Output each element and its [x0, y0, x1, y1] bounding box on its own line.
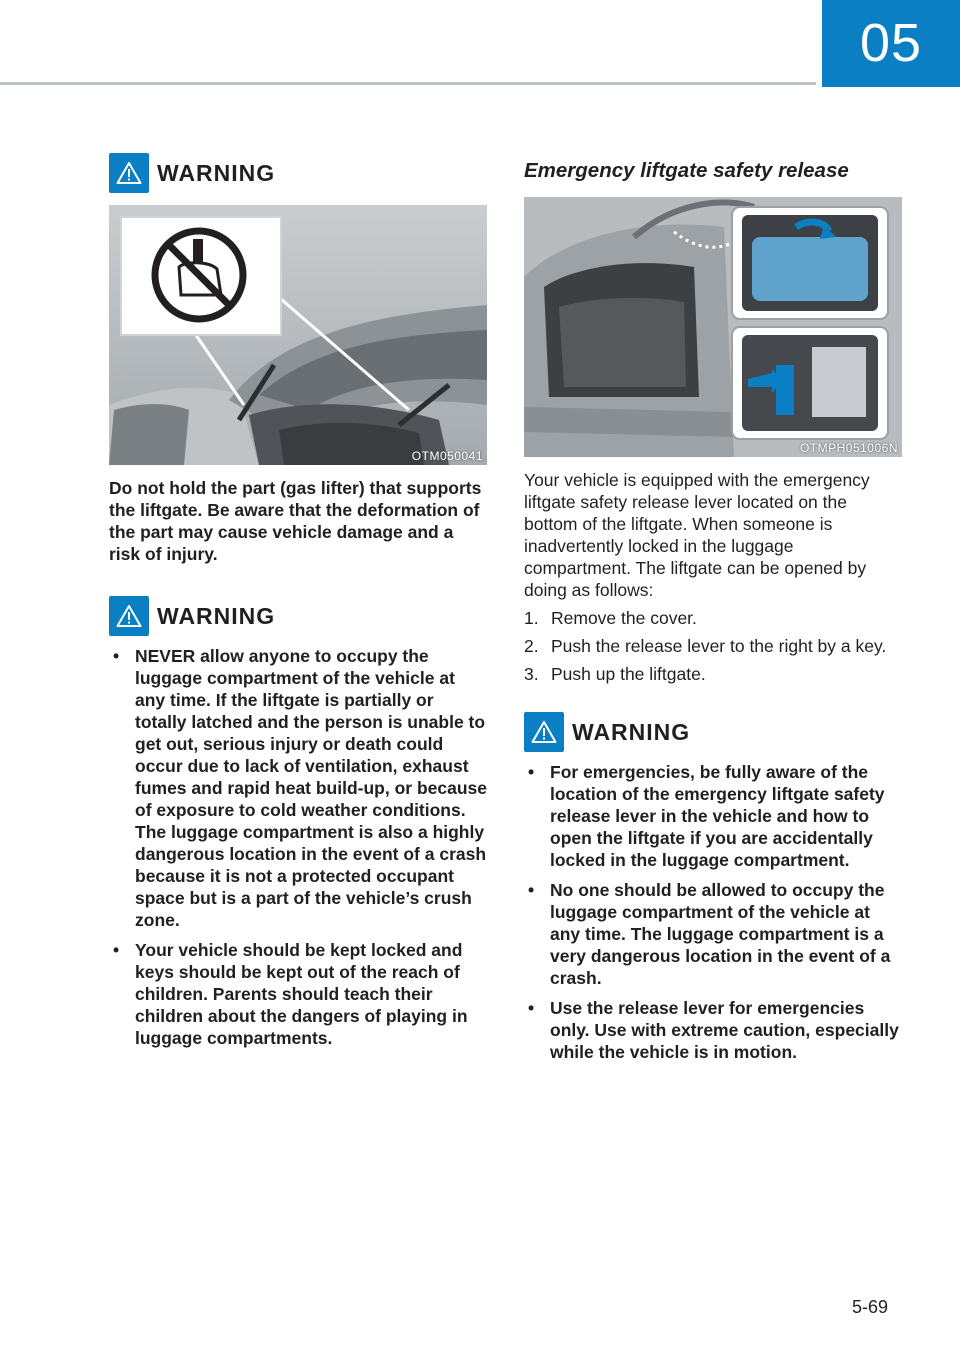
warning-header-2	[109, 593, 489, 639]
warning-title: WARNING	[572, 718, 691, 745]
step-number: 3.	[524, 664, 539, 684]
warning-list-3	[524, 761, 904, 1063]
page-number: 5-69	[852, 1297, 889, 1317]
warning-item: • Your vehicle should be kept locked and keys should be kept out of the reach of children. Parents should teach their children about the dangers of playing in luggage compartments.	[109, 939, 489, 1049]
figure-code: OTMPH051006N	[799, 441, 898, 455]
warning-header-1	[109, 150, 489, 196]
step-item	[524, 635, 904, 657]
step-item	[524, 607, 904, 629]
left-column	[109, 150, 489, 1057]
section-title: Emergency liftgate safety release	[524, 159, 849, 182]
step-text: Remove the cover.	[551, 608, 697, 628]
emergency-release-illustration	[524, 197, 902, 457]
warning-triangle-icon	[524, 712, 564, 752]
right-column	[524, 150, 904, 1071]
warning-item: • Use the release lever for emergencies only. Use with extreme caution, especially while the vehicle is in motion.	[524, 997, 904, 1063]
warning-title: WARNING	[157, 602, 276, 629]
warning-text: Do not hold the part (gas lifter) that supports the liftgate. Be aware that the deformation of the part may cause vehicle damage and a risk of injury.	[109, 478, 482, 564]
steps-list	[524, 607, 904, 685]
step-item	[524, 663, 904, 685]
warning-triangle-icon	[109, 153, 149, 193]
step-text: Push up the liftgate.	[551, 664, 706, 684]
warning-list-2	[109, 645, 489, 1049]
figure-code: OTM050041	[411, 449, 483, 463]
warning-header-3	[524, 709, 904, 755]
warning-item: • No one should be allowed to occupy the luggage compartment of the vehicle at any time. The luggage compartment is a very dangerous location in the event of a crash.	[524, 879, 904, 989]
step-number: 2.	[524, 636, 539, 656]
intro-text: Your vehicle is equipped with the emergency liftgate safety release lever located on the bottom of the liftgate. When someone is inadvertently locked in the luggage compartment. The liftgate can be opened by doing as follows:	[524, 470, 870, 600]
warning-triangle-icon	[109, 596, 149, 636]
warning-item: • NEVER allow anyone to occupy the luggage compartment of the vehicle at any time. If the liftgate is partially or totally latched and the person is unable to get out, serious injury or death could occur due to lack of ventilation, exhaust fumes and rapid heat build-up, or because of exposure to cold weather conditions. The luggage compartment is also a highly dangerous location in the event of a crash because it is not a protected occupant space but is a part of the vehicle’s crush zone.	[109, 645, 489, 931]
gas-lifter-illustration	[109, 205, 487, 465]
warning-item: • For emergencies, be fully aware of the location of the emergency liftgate safety release lever in the vehicle and how to open the liftgate if you are accidentally locked in the luggage compartment.	[524, 761, 904, 871]
step-text: Push the release lever to the right by a key.	[551, 636, 887, 656]
step-number: 1.	[524, 608, 539, 628]
warning-title: WARNING	[157, 159, 276, 186]
chapter-tab: 05	[822, 0, 960, 87]
header-rule	[0, 82, 816, 85]
